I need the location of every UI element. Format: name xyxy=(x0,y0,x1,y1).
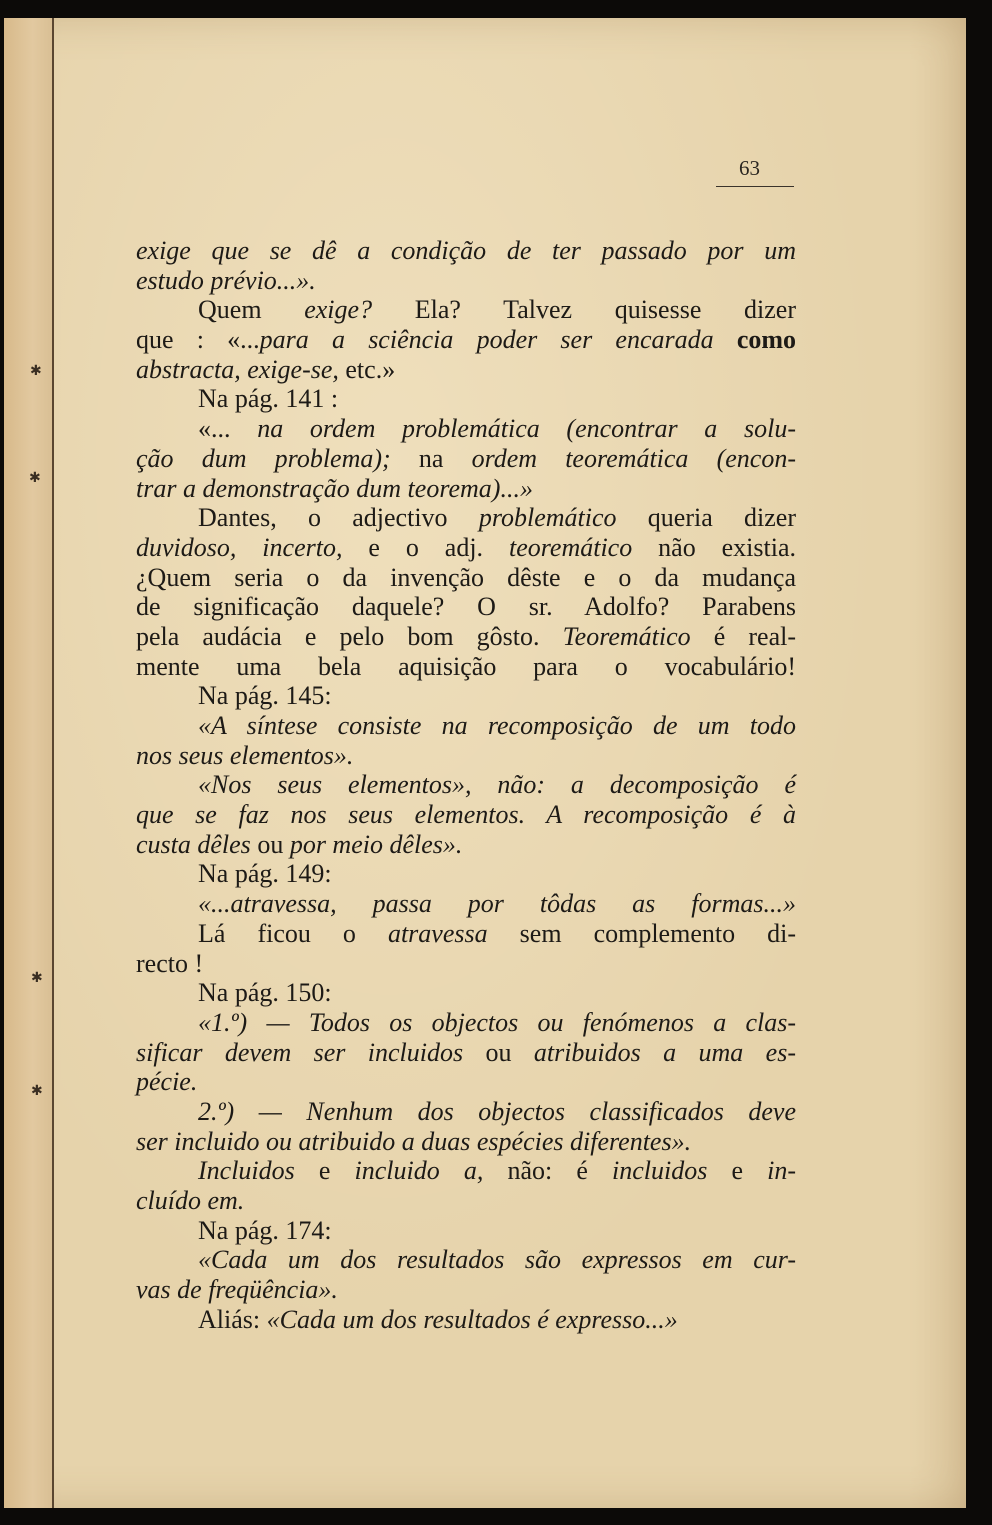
italic-text: vas de freqüência». xyxy=(136,1275,338,1305)
text-line xyxy=(136,563,796,593)
text-run: não: é xyxy=(483,1156,612,1186)
italic-text: Incluidos xyxy=(198,1156,295,1186)
italic-text: trar a demonstração dum teorema)...» xyxy=(136,473,533,503)
text-line xyxy=(136,474,796,504)
italic-text: ser incluido ou atribuido a duas espécies diferentes». xyxy=(136,1126,692,1156)
text-line xyxy=(136,533,796,563)
book-page xyxy=(4,18,966,1508)
margin-mark: ✱ xyxy=(29,471,41,486)
text-run: Aliás: xyxy=(198,1304,267,1334)
text-line xyxy=(136,949,796,979)
text-line xyxy=(136,1097,796,1127)
text-line xyxy=(136,978,796,1008)
italic-text: ção dum problema); xyxy=(136,443,391,473)
text-run: Na pág. 141 : xyxy=(198,384,339,414)
italic-text: exige que se dê a condição de ter passado por um xyxy=(136,236,796,265)
text-line xyxy=(136,503,796,533)
text-line xyxy=(136,652,796,682)
italic-text: na ordem problemática (encontrar a solu- xyxy=(257,414,797,444)
italic-text: «...atravessa, passa por tôdas as formas...» xyxy=(198,889,796,919)
text-run: etc.» xyxy=(338,354,396,384)
text-run: de significação daquele? O sr. Adolfo? Parabens xyxy=(136,592,796,622)
text-run: e xyxy=(294,1156,355,1186)
text-line xyxy=(136,1038,796,1068)
text-run: Lá ficou o xyxy=(198,918,388,948)
italic-text: duvidoso, incerto, xyxy=(136,532,343,562)
italic-text: atravessa xyxy=(387,918,488,948)
text-line xyxy=(136,889,796,919)
text-run: e o adj. xyxy=(342,532,509,562)
text-line xyxy=(136,384,796,414)
text-run: queria dizer xyxy=(616,503,796,533)
italic-text: «Cada um dos resultados é expresso...» xyxy=(266,1304,678,1334)
text-line xyxy=(136,830,796,860)
italic-text: custa dêles xyxy=(136,829,251,859)
italic-text: estudo prévio...». xyxy=(136,265,316,295)
italic-text: sificar devem ser incluidos xyxy=(136,1037,464,1067)
italic-text: in- xyxy=(767,1156,796,1186)
text-line xyxy=(136,1067,796,1097)
text-run: ou xyxy=(250,829,290,859)
text-line xyxy=(136,1008,796,1038)
text-run: Quem xyxy=(198,295,305,325)
text-run: mente uma bela aquisição para o vocabulário! xyxy=(136,651,796,681)
text-run: Na pág. 174: xyxy=(198,1215,332,1245)
text-line xyxy=(136,1186,796,1216)
text-run: «... xyxy=(198,414,258,444)
text-run: que : «... xyxy=(136,325,260,355)
text-line xyxy=(136,919,796,949)
italic-text: «A síntese consiste na recomposição de um todo xyxy=(198,711,796,740)
italic-text: exige? xyxy=(304,295,373,325)
text-line xyxy=(136,355,796,385)
page-gutter xyxy=(4,18,54,1508)
italic-text: ordem teoremática (encon- xyxy=(471,443,796,473)
text-run: pela audácia e pelo bom gôsto. xyxy=(136,621,563,651)
italic-text: «Cada um dos resultados são expressos em cur- xyxy=(198,1245,796,1275)
text-run: é real- xyxy=(690,621,796,651)
text-run: na xyxy=(390,443,472,473)
text-run: ¿Quem seria o da invenção dêste e o da mudança xyxy=(136,562,796,592)
text-line xyxy=(136,444,796,474)
text-line xyxy=(136,592,796,622)
text-line xyxy=(136,1245,796,1275)
italic-text: atribuidos a uma es- xyxy=(533,1037,797,1067)
text-line xyxy=(136,681,796,711)
page-number: 63 xyxy=(739,156,760,180)
italic-text: que se faz nos seus elementos. A recomposição é à xyxy=(136,800,796,830)
text-run: e xyxy=(707,1156,768,1186)
text-line xyxy=(136,1156,796,1186)
text-line xyxy=(136,1127,796,1157)
text-run: ou xyxy=(463,1037,534,1067)
italic-text: incluido a, xyxy=(354,1156,484,1186)
text-line xyxy=(136,1305,796,1335)
text-run: Na pág. 149: xyxy=(198,859,332,889)
italic-text: para a sciência poder ser encarada xyxy=(259,325,737,355)
text-line xyxy=(136,800,796,830)
italic-text: teoremático xyxy=(509,532,633,562)
text-line xyxy=(136,295,796,325)
italic-text: abstracta, exige-se, xyxy=(136,354,339,384)
text-run: sem complemento di- xyxy=(487,918,797,948)
text-run: Dantes, o adjectivo xyxy=(198,503,479,533)
text-line xyxy=(136,236,796,266)
italic-text: cluído em. xyxy=(136,1186,245,1215)
italic-text: por meio dêles». xyxy=(289,829,463,859)
margin-mark: ✱ xyxy=(30,364,42,379)
text-line xyxy=(136,859,796,889)
text-line xyxy=(136,622,796,652)
margin-mark: ✱ xyxy=(31,1084,43,1099)
text-run: Na pág. 145: xyxy=(198,681,332,711)
text-line xyxy=(136,711,796,741)
italic-text: 2.º) — Nenhum dos objectos classificados deve xyxy=(198,1096,796,1126)
body-text xyxy=(136,236,796,1334)
italic-text: nos seus elementos». xyxy=(136,740,354,770)
text-line xyxy=(136,414,796,444)
italic-text: «Nos seus elementos», não: a decomposição é xyxy=(198,770,796,800)
italic-text: «1.º) — Todos os objectos ou fenómenos a clas- xyxy=(198,1007,796,1037)
text-line xyxy=(136,770,796,800)
text-line xyxy=(136,741,796,771)
text-run: recto ! xyxy=(136,948,204,978)
text-run: Na pág. 150: xyxy=(198,978,332,1008)
page-number-rule xyxy=(716,186,794,187)
text-line xyxy=(136,266,796,296)
italic-text: Teoremático xyxy=(562,621,691,651)
italic-text: problemático xyxy=(478,503,617,533)
text-run: como xyxy=(736,325,797,355)
text-line xyxy=(136,325,796,355)
text-run: não existia. xyxy=(632,532,797,562)
text-run: Ela? Talvez quisesse dizer xyxy=(372,295,796,325)
italic-text: incluidos xyxy=(612,1156,708,1186)
italic-text: pécie. xyxy=(136,1067,198,1097)
text-line xyxy=(136,1216,796,1246)
text-line xyxy=(136,1275,796,1305)
margin-mark: ✱ xyxy=(31,971,43,986)
